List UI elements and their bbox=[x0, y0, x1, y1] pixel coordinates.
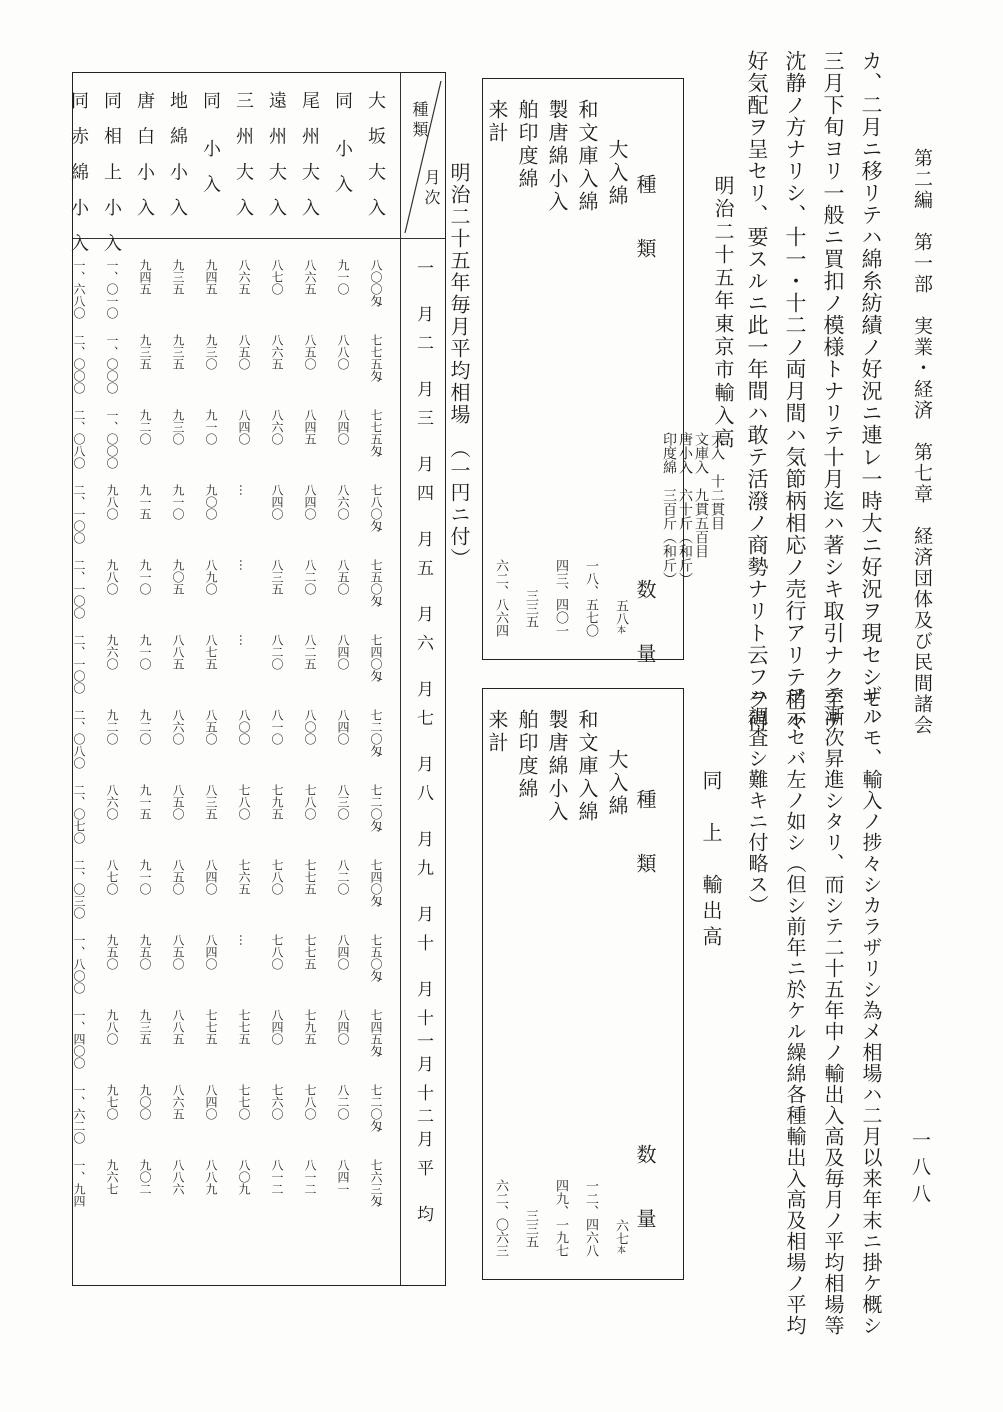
price-cell: 七六〇 bbox=[270, 1084, 284, 1120]
body-line: テ漸次昇進シタリ、而シテ二十五年中ノ輸出入高及毎月ノ平均相場等 bbox=[821, 685, 845, 1336]
month-header: 七 月 bbox=[413, 709, 433, 778]
month-header: 五 月 bbox=[413, 559, 433, 628]
price-cell: 九〇〇 bbox=[204, 484, 218, 520]
price-cell: 二、〇〇〇 bbox=[72, 334, 86, 394]
import-row-label: 和文庫入綿 bbox=[575, 99, 599, 214]
price-cell: 七六三匁 bbox=[369, 1159, 383, 1207]
corner-type-label: 種類 bbox=[410, 101, 429, 141]
price-cell: … bbox=[237, 559, 251, 571]
price-cell: 九三五 bbox=[171, 334, 185, 370]
type-label: 大 坂 大 入 bbox=[365, 91, 386, 223]
type-label: 尾 州 大 入 bbox=[299, 91, 320, 223]
body-line: 好気配ヲ呈セリ、要スルニ此一年間ハ敢テ活潑ノ商勢ナリト云フヲ得 bbox=[745, 50, 769, 732]
body-line: ザルモ、輸入ノ捗々シカラザリシ為メ相場ハ二月以来年末ニ掛ケ概シ bbox=[859, 685, 883, 1336]
price-cell: 一、六二〇 bbox=[72, 1084, 86, 1144]
corner-diagonal bbox=[401, 73, 445, 238]
price-cell: 七八〇 bbox=[270, 934, 284, 970]
import-row-label: 製唐綿小入 bbox=[545, 99, 569, 214]
body-line: ハ調査シ難キニ付略ス） bbox=[745, 685, 769, 916]
price-cell: 八八〇 bbox=[336, 334, 350, 370]
month-header: 九 月 bbox=[413, 859, 433, 928]
note-line: 大入 十二貫目 bbox=[709, 432, 725, 530]
price-cell: 九三五 bbox=[171, 259, 185, 295]
month-header: 十二月 bbox=[413, 1084, 433, 1153]
import-row-value: 三三五 bbox=[523, 589, 538, 628]
price-cell: 八五〇 bbox=[303, 334, 317, 370]
price-cell: 八四〇 bbox=[336, 709, 350, 745]
month-header: 十 月 bbox=[413, 934, 433, 1003]
price-cell: 七七〇 bbox=[237, 1084, 251, 1120]
price-cell: 八七〇 bbox=[270, 259, 284, 295]
price-cell: 八三〇 bbox=[336, 784, 350, 820]
price-cell: 七七五 bbox=[303, 859, 317, 895]
note-line: 唐小入 六十斤（和斤） bbox=[677, 432, 693, 586]
type-label: 同 赤 綿 小 入 bbox=[68, 91, 89, 258]
price-cell: 八一〇 bbox=[270, 709, 284, 745]
price-cell: 九二〇 bbox=[138, 409, 152, 445]
type-label: 同 相 上 小 入 bbox=[101, 91, 122, 258]
export-row-value: 四九、一九七 bbox=[553, 1179, 568, 1257]
export-header-qty: 数 量 bbox=[633, 1144, 657, 1240]
month-header: 二 月 bbox=[413, 334, 433, 403]
price-cell: 二、一〇〇 bbox=[72, 559, 86, 619]
price-cell: 七四〇匁 bbox=[369, 859, 383, 907]
price-cell: 八九〇 bbox=[204, 559, 218, 595]
price-cell: 九一〇 bbox=[204, 409, 218, 445]
price-cell: 八四〇 bbox=[204, 934, 218, 970]
type-label: 地 綿 小 入 bbox=[167, 91, 188, 223]
note-line: 印度綿 三百斤（和斤） bbox=[661, 432, 677, 586]
price-cell: 七七五 bbox=[303, 934, 317, 970]
body-line: 沈静ノ方ナリシ、十一・十二ノ両月間ハ気節柄相応ノ売行アリテ稍々 bbox=[783, 50, 807, 732]
month-header: 十一月 bbox=[413, 1009, 433, 1078]
price-cell: 九七〇 bbox=[105, 1084, 119, 1120]
price-cell: 八五〇 bbox=[171, 859, 185, 895]
price-cell: 一、九四 bbox=[72, 1159, 86, 1207]
price-cell: 二、〇三〇 bbox=[72, 859, 86, 919]
price-cell: 七二〇匁 bbox=[369, 1084, 383, 1132]
type-label: 同 小 入 bbox=[200, 91, 221, 199]
price-cell: 八四〇 bbox=[336, 1009, 350, 1045]
import-row-label: 来計 bbox=[485, 99, 509, 145]
price-cell: 二、〇八〇 bbox=[72, 709, 86, 769]
type-label: 三 州 大 入 bbox=[233, 91, 254, 223]
price-cell: 二、一〇〇 bbox=[72, 634, 86, 694]
price-cell: 八二〇 bbox=[336, 1084, 350, 1120]
page-number: 一八八 bbox=[909, 1130, 931, 1211]
type-label: 唐 白 小 入 bbox=[134, 91, 155, 223]
price-cell: 七二〇匁 bbox=[369, 709, 383, 757]
body-line: 三月下旬ヨリ一般ニ買扣ノ模様トナリテ十月迄ハ著シキ取引ナク至テ bbox=[821, 50, 845, 732]
type-label: 遠 州 大 入 bbox=[266, 91, 287, 223]
price-cell: 八三五 bbox=[270, 559, 284, 595]
price-cell: 八〇〇 bbox=[303, 709, 317, 745]
price-cell: 九一〇 bbox=[336, 259, 350, 295]
price-cell: 八四〇 bbox=[336, 934, 350, 970]
price-cell: 八八五 bbox=[171, 1009, 185, 1045]
price-cell: 七四五匁 bbox=[369, 1009, 383, 1057]
price-cell: 九一五 bbox=[138, 784, 152, 820]
month-header: 六 月 bbox=[413, 634, 433, 703]
import-header-type: 種 類 bbox=[633, 174, 657, 270]
price-cell: 七七五 bbox=[237, 1009, 251, 1045]
price-cell: 八二〇 bbox=[336, 859, 350, 895]
price-cell: 九二〇 bbox=[138, 709, 152, 745]
price-cell: 八二〇 bbox=[303, 559, 317, 595]
import-table-title: 明治二十五年東京市輸入高 bbox=[711, 175, 735, 451]
note-line: 文庫入 九貫五百目 bbox=[693, 432, 709, 558]
import-row-value: 五八本 bbox=[613, 599, 628, 634]
price-cell: 八四一 bbox=[336, 1159, 350, 1195]
import-row-value: 一八、五七〇 bbox=[583, 559, 598, 637]
price-cell: 八二五 bbox=[303, 634, 317, 670]
price-cell: 一、〇一〇 bbox=[105, 259, 119, 319]
export-row-label: 大入綿 bbox=[605, 749, 629, 818]
price-cell: 八八六 bbox=[171, 1159, 185, 1195]
import-row-value: 四三、四〇一 bbox=[553, 559, 568, 637]
export-table-title: 同 上 輸出高 bbox=[699, 770, 723, 952]
header-rule bbox=[73, 238, 445, 239]
body-line: ヲ示セバ左ノ如シ（但シ前年ニ於ケル繰綿各種輸出入高及相場ノ平均 bbox=[783, 685, 807, 1336]
price-cell: 九二〇 bbox=[105, 709, 119, 745]
price-cell: … bbox=[237, 484, 251, 496]
price-cell: 七五〇匁 bbox=[369, 934, 383, 982]
price-cell: 七五〇匁 bbox=[369, 559, 383, 607]
price-cell: 九三五 bbox=[138, 334, 152, 370]
price-cell: 八四〇 bbox=[204, 1084, 218, 1120]
export-row-value: 六二、〇六三 bbox=[493, 1179, 508, 1257]
price-cell: 九四五 bbox=[138, 259, 152, 295]
month-header: 一 月 bbox=[413, 259, 433, 328]
price-cell: 八五〇 bbox=[204, 709, 218, 745]
price-cell: 七六五 bbox=[237, 859, 251, 895]
price-cell: 二、〇七〇 bbox=[72, 784, 86, 844]
price-cell: 八三五 bbox=[204, 784, 218, 820]
import-row-value: 六二、八六四 bbox=[493, 559, 508, 637]
price-cell: 八六〇 bbox=[336, 484, 350, 520]
price-cell: 八六〇 bbox=[270, 409, 284, 445]
running-title: 第二編 第一部 実業・経済 第七章 経済団体及び民間諸会 bbox=[911, 148, 933, 736]
price-cell: 九一〇 bbox=[138, 634, 152, 670]
price-cell: 一、〇〇〇 bbox=[105, 334, 119, 394]
price-cell: 八四〇 bbox=[336, 409, 350, 445]
price-cell: 八八九 bbox=[204, 1159, 218, 1195]
price-cell: 七七五匁 bbox=[369, 334, 383, 382]
import-table bbox=[482, 78, 684, 675]
type-label: 同 小 入 bbox=[332, 91, 353, 199]
price-cell: 九六〇 bbox=[105, 634, 119, 670]
price-cell: 七四〇匁 bbox=[369, 634, 383, 682]
price-cell: 九一〇 bbox=[138, 559, 152, 595]
price-cell: 一、〇〇〇 bbox=[105, 409, 119, 469]
price-cell: 八〇〇匁 bbox=[369, 259, 383, 307]
price-cell: 九八〇 bbox=[105, 484, 119, 520]
price-cell: 九三〇 bbox=[171, 409, 185, 445]
price-cell: 九〇五 bbox=[171, 559, 185, 595]
price-cell: 八一二 bbox=[303, 1159, 317, 1195]
month-header: 四 月 bbox=[413, 484, 433, 553]
price-cell: 八六五 bbox=[303, 259, 317, 295]
price-cell: 八四〇 bbox=[336, 634, 350, 670]
price-cell: 七九五 bbox=[303, 1009, 317, 1045]
month-header: 八 月 bbox=[413, 784, 433, 853]
import-row-label: 舶印度綿 bbox=[515, 99, 539, 191]
export-header-type: 種 類 bbox=[633, 789, 657, 885]
price-cell: 一、四〇〇 bbox=[72, 1009, 86, 1069]
price-cell: 九四五 bbox=[204, 259, 218, 295]
price-cell: 二、〇八〇 bbox=[72, 409, 86, 469]
export-row-label: 舶印度綿 bbox=[515, 709, 539, 801]
price-cell: 八四五 bbox=[303, 409, 317, 445]
price-cell: 八四〇 bbox=[237, 409, 251, 445]
price-cell: 八二〇 bbox=[270, 634, 284, 670]
price-cell: 七九五 bbox=[270, 784, 284, 820]
price-cell: 八六五 bbox=[237, 259, 251, 295]
price-cell: 八七五 bbox=[204, 634, 218, 670]
price-cell: 八六〇 bbox=[171, 709, 185, 745]
price-cell: 一、六八〇 bbox=[72, 259, 86, 319]
price-cell: 八五〇 bbox=[171, 784, 185, 820]
price-cell: 九三〇 bbox=[204, 334, 218, 370]
price-cell: 七八〇 bbox=[303, 784, 317, 820]
price-table-title: 明治二十五年毎月平均相場 （一円ニ付） bbox=[447, 162, 471, 570]
price-cell: 九〇〇 bbox=[138, 1084, 152, 1120]
price-cell: 八五〇 bbox=[237, 334, 251, 370]
price-cell: 八八五 bbox=[171, 634, 185, 670]
price-cell: 八六五 bbox=[270, 334, 284, 370]
price-cell: 七八〇 bbox=[237, 784, 251, 820]
price-cell: 八〇九 bbox=[237, 1159, 251, 1195]
corner-month-label: 月次 bbox=[422, 169, 441, 209]
export-table bbox=[482, 688, 684, 1280]
price-cell: 八六〇 bbox=[105, 784, 119, 820]
price-cell: 八四〇 bbox=[270, 1009, 284, 1045]
price-cell: 九六七 bbox=[105, 1159, 119, 1195]
price-cell: 九〇二 bbox=[138, 1159, 152, 1195]
price-cell: 八五〇 bbox=[171, 934, 185, 970]
price-cell: 八五〇 bbox=[336, 559, 350, 595]
price-cell: … bbox=[237, 634, 251, 646]
price-cell: 九一〇 bbox=[138, 859, 152, 895]
price-cell: 九五〇 bbox=[105, 934, 119, 970]
price-cell: 九三五 bbox=[138, 1009, 152, 1045]
export-row-label: 来計 bbox=[485, 709, 509, 755]
import-row-label: 大入綿 bbox=[605, 139, 629, 208]
price-cell: 八四〇 bbox=[204, 859, 218, 895]
price-cell: 一、八〇〇 bbox=[72, 934, 86, 994]
price-cell: … bbox=[237, 934, 251, 946]
price-cell: 七二〇匁 bbox=[369, 784, 383, 832]
price-cell: 九八〇 bbox=[105, 559, 119, 595]
price-cell: 七八〇 bbox=[270, 859, 284, 895]
price-cell: 八四〇 bbox=[270, 484, 284, 520]
import-header-qty: 数 量 bbox=[633, 579, 657, 675]
price-cell: 八六五 bbox=[171, 1084, 185, 1120]
header-col-rule bbox=[400, 73, 401, 1285]
price-cell: 八〇〇 bbox=[237, 709, 251, 745]
price-cell: 八七〇 bbox=[105, 859, 119, 895]
export-row-value: 六七本 bbox=[613, 1219, 628, 1254]
price-cell: 八四〇 bbox=[303, 484, 317, 520]
price-cell: 九五〇 bbox=[138, 934, 152, 970]
price-cell: 七七五 bbox=[204, 1009, 218, 1045]
price-cell: 九八〇 bbox=[105, 1009, 119, 1045]
price-cell: 九一〇 bbox=[171, 484, 185, 520]
price-cell: 八一二 bbox=[270, 1159, 284, 1195]
export-row-value: 一二、四六八 bbox=[583, 1179, 598, 1257]
export-row-label: 製唐綿小入 bbox=[545, 709, 569, 824]
export-row-value: 三三五 bbox=[523, 1209, 538, 1248]
price-cell: 七七五匁 bbox=[369, 409, 383, 457]
price-cell: 七八〇匁 bbox=[369, 484, 383, 532]
month-header: 平 均 bbox=[413, 1159, 433, 1228]
export-row-label: 和文庫入綿 bbox=[575, 709, 599, 824]
price-cell: 九一五 bbox=[138, 484, 152, 520]
price-cell: 二、一〇〇 bbox=[72, 484, 86, 544]
price-cell: 七八〇 bbox=[303, 1084, 317, 1120]
body-line: カ、二月ニ移リテハ綿糸紡績ノ好況ニ連レ一時大ニ好況ヲ現セシモ、 bbox=[859, 50, 883, 732]
price-table bbox=[68, 72, 446, 1286]
month-header: 三 月 bbox=[413, 409, 433, 478]
